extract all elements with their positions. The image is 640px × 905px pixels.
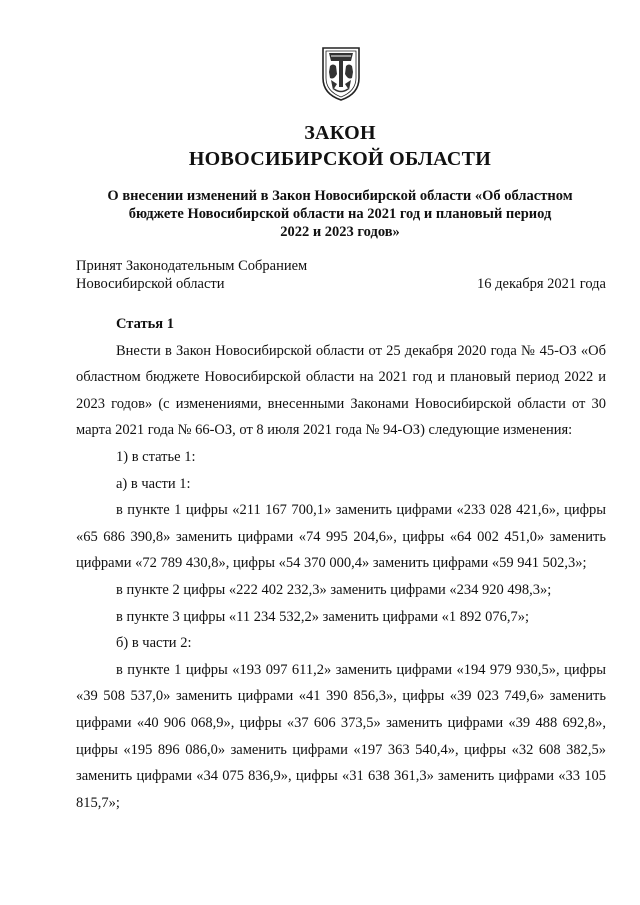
article-paragraph: в пункте 1 цифры «193 097 611,2» заменить цифрами «194 979 930,5», цифры «39 508 537,0» заменить цифрами «41 390 856,3», цифры «39 023 749,6» заменить цифрами «40 906 068,9», цифры «37 606 373,5» заменить цифрами «39 488 692,8», цифры «195 896 086,0» заменить цифрами «197 363 540,4», цифры «32 608 382,5» заменить цифрами «34 075 836,9», цифры «31 638 361,3» заменить цифрами «33 105 815,7»; xyxy=(76,661,606,811)
coat-of-arms-icon xyxy=(318,44,364,102)
article-body xyxy=(76,311,606,816)
adoption-line-2: Новосибирской области xyxy=(76,276,225,292)
law-title: ЗАКОН xyxy=(304,122,376,144)
article-paragraph: в пункте 1 цифры «211 167 700,1» заменить цифрами «233 028 421,6», цифры «65 686 390,8» заменить цифрами «74 995 204,6», цифры «64 002 451,0» заменить цифрами «72 789 430,8», цифры «54 370 000,4» заменить цифрами «59 941 502,3»; xyxy=(76,502,606,572)
article-paragraph: в пункте 3 цифры «11 234 532,2» заменить цифрами «1 892 076,7»; xyxy=(116,608,530,625)
region-title: НОВОСИБИРСКОЙ ОБЛАСТИ xyxy=(188,148,492,170)
adoption-date: 16 декабря 2021 года xyxy=(477,276,606,292)
article-paragraph: а) в части 1: xyxy=(116,475,191,492)
article-heading: Статья 1 xyxy=(116,316,174,332)
subtitle-line: 2022 и 2023 годов» xyxy=(280,224,400,240)
law-subtitle xyxy=(60,187,620,241)
subtitle-line: О внесении изменений в Закон Новосибирской области «Об областном xyxy=(107,188,573,204)
article-paragraph: б) в части 2: xyxy=(116,635,192,652)
subtitle-line: бюджете Новосибирской области на 2021 год и плановый период xyxy=(128,206,552,222)
article-paragraph: в пункте 2 цифры «222 402 232,3» заменить цифрами «234 920 498,3»; xyxy=(116,581,552,598)
article-paragraph: Внести в Закон Новосибирской области от 25 декабря 2020 года № 45-ОЗ «Об областном бюджете Новосибирской области на 2021 год и плановый период 2022 и 2023 годов» (с изменениями, внесенными Законами Новосибирской области от 30 марта 2021 года № 66-ОЗ, от 8 июля 2021 года № 94-ОЗ) следующие изменения: xyxy=(76,342,606,439)
article-paragraph: 1) в статье 1: xyxy=(116,448,196,465)
adoption-line-1: Принят Законодательным Собранием xyxy=(76,258,308,274)
